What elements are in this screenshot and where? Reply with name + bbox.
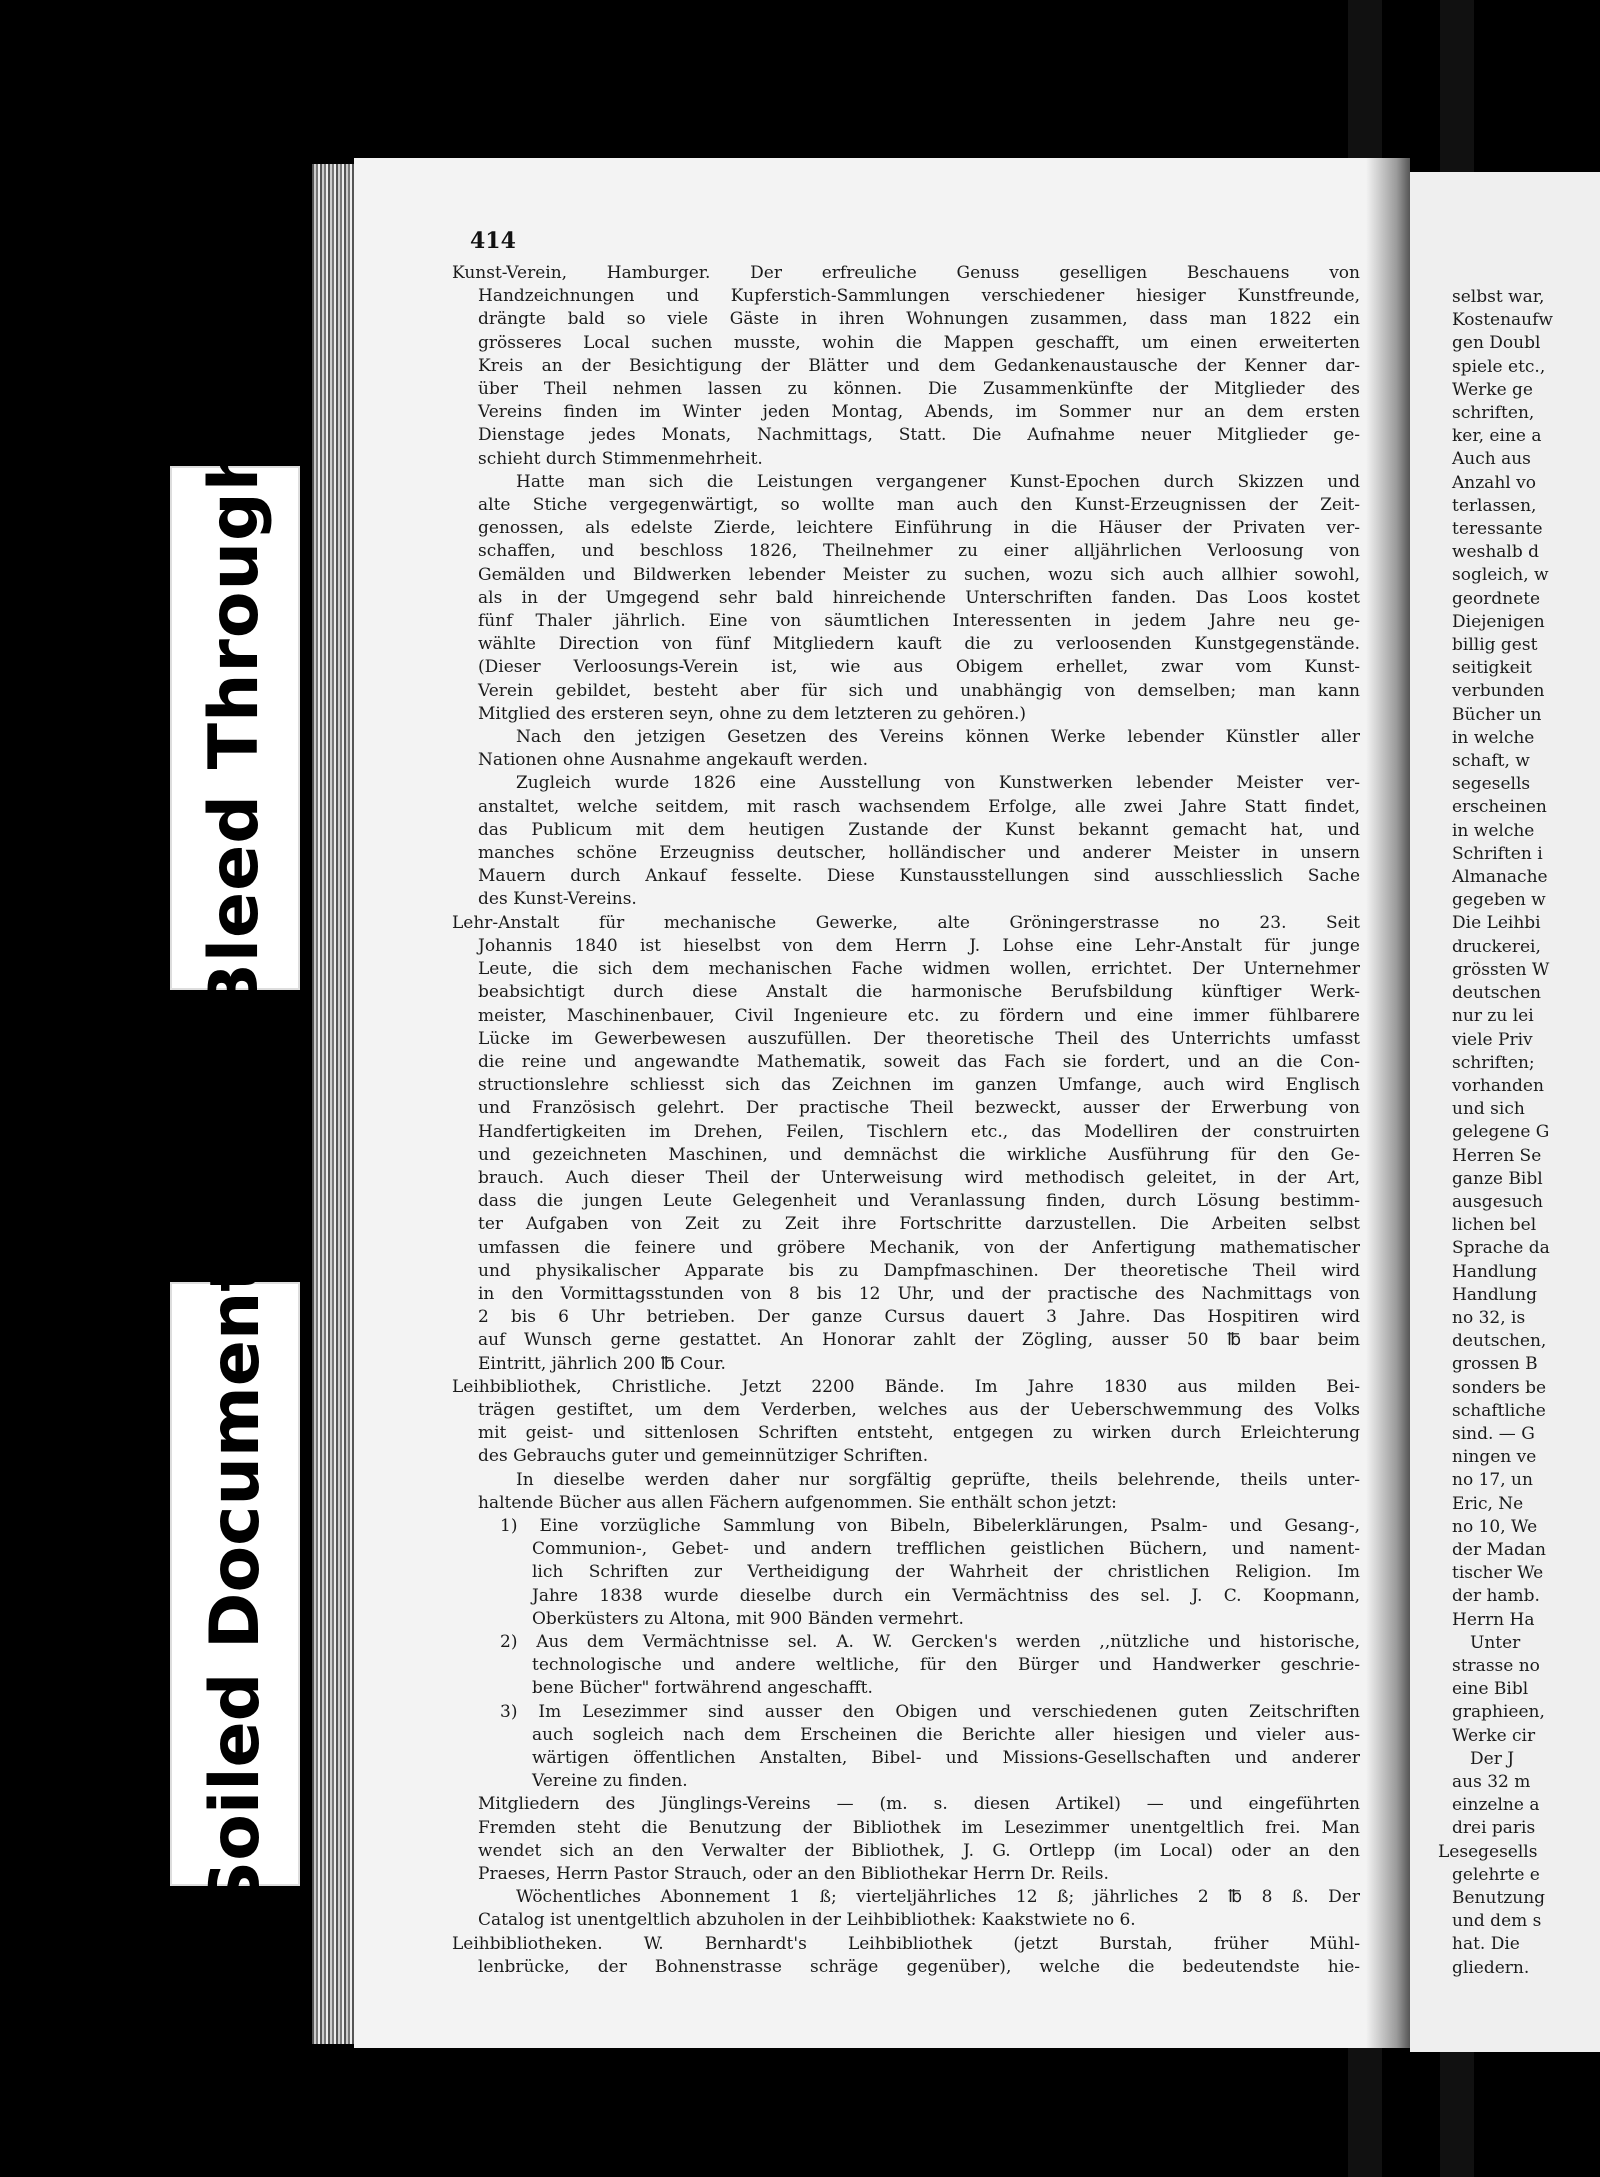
right-text-line: der hamb. <box>1452 1586 1540 1607</box>
dark-band <box>1348 2046 1382 2177</box>
right-text-line: Almanache <box>1452 867 1548 888</box>
right-text-line: Diejenigen <box>1452 611 1545 632</box>
right-text-line: nur zu lei <box>1452 1006 1534 1027</box>
text-line: 3) Im Lesezimmer sind ausser den Obigen und verschiedenen guten Zeitschriften <box>500 1701 1360 1722</box>
right-text-line: Eric, Ne <box>1452 1493 1524 1514</box>
right-text-line: gelehrte e <box>1452 1864 1540 1885</box>
text-line: Hatte man sich die Leistungen vergangener Kunst-Epochen durch Skizzen und <box>516 471 1360 492</box>
right-page-text-fragment <box>1438 286 1600 1980</box>
right-text-line: sonders be <box>1452 1377 1547 1398</box>
right-text-line: Unter <box>1470 1632 1521 1653</box>
right-text-line: seitigkeit <box>1452 658 1533 679</box>
right-text-line: Anzahl vo <box>1452 472 1536 493</box>
text-line: Lücke im Gewerbewesen auszufüllen. Der theoretische Theil des Unterrichts umfasst <box>478 1028 1360 1049</box>
right-text-line: in welche <box>1452 820 1535 841</box>
text-line: (Dieser Verloosungs-Verein ist, wie aus Obigem erhellet, zwar vom Kunst- <box>478 657 1360 678</box>
text-line: drängte bald so viele Gäste in ihren Wohnungen zusammen, dass man 1822 ein <box>478 309 1360 330</box>
right-text-line: schaftliche <box>1452 1400 1546 1421</box>
text-line: structionslehre schliesst sich das Zeichnen im ganzen Umfange, auch wird Englisch <box>478 1075 1360 1096</box>
right-text-line: strasse no <box>1452 1655 1540 1676</box>
text-line: die reine und angewandte Mathematik, soweit das Fach sie fordert, und an die Con- <box>478 1051 1360 1072</box>
right-text-line: ganze Bibl <box>1452 1168 1543 1189</box>
dark-band <box>1440 0 1474 180</box>
text-line: Jahre 1838 wurde dieselbe durch ein Vermächtniss des sel. J. C. Koopmann, <box>532 1585 1360 1606</box>
text-line: und gezeichneten Maschinen, und demnächst die wirkliche Ausführung für den Ge- <box>478 1144 1360 1165</box>
right-text-line: Herren Se <box>1452 1145 1542 1166</box>
right-text-line: schriften, <box>1452 403 1535 424</box>
text-line: Oberküsters zu Altona, mit 900 Bänden vermehrt. <box>532 1608 964 1629</box>
right-text-line: lichen bel <box>1452 1215 1537 1236</box>
right-text-line: Herrn Ha <box>1452 1609 1535 1630</box>
text-line: des Kunst-Vereins. <box>478 889 637 910</box>
right-text-line: erscheinen <box>1452 797 1547 818</box>
text-line: Handzeichnungen und Kupferstich-Sammlungen verschiedener hiesiger Kunstfreunde, <box>478 286 1360 307</box>
text-line: trägen gestiftet, um dem Verderben, welches aus der Ueberschwemmung des Volks <box>478 1399 1360 1420</box>
right-text-line: segesells <box>1452 774 1531 795</box>
right-text-line: Bücher un <box>1452 704 1542 725</box>
bleed-through-stamp <box>170 441 300 1015</box>
text-line: auch sogleich nach dem Erscheinen die Berichte aller hiesigen und vieler aus- <box>532 1724 1360 1745</box>
text-line: des Gebrauchs guter und gemeinnütziger Schriften. <box>478 1446 929 1467</box>
text-line: Mauern durch Ankauf fesselte. Diese Kunstausstellungen sind ausschliesslich Sache <box>478 866 1360 887</box>
text-line: mit geist- und sittenlosen Schriften entsteht, entgegen zu wirken durch Erleichterung <box>478 1423 1360 1444</box>
soiled-document-stamp <box>170 1258 300 1910</box>
text-line: auf Wunsch gerne gestattet. An Honorar zahlt der Zögling, ausser 50 ℔ baar beim <box>478 1330 1360 1351</box>
right-text-line: Sprache da <box>1452 1238 1550 1259</box>
text-line: umfassen die feinere und gröbere Mechanik, von der Anfertigung mathematischer <box>478 1237 1360 1258</box>
right-text-line: Benutzung <box>1452 1888 1546 1909</box>
right-text-line: weshalb d <box>1452 542 1540 563</box>
right-text-line: teressante <box>1452 519 1543 540</box>
right-text-line: Werke ge <box>1452 379 1533 400</box>
text-line: Dienstage jedes Monats, Nachmittags, Statt. Die Aufnahme neuer Mitglieder ge- <box>478 425 1360 446</box>
right-text-line: Lesegesells <box>1438 1841 1538 1862</box>
text-line: Mitglied des ersteren seyn, ohne zu dem letzteren zu gehören.) <box>478 703 1027 724</box>
text-line: Kreis an der Besichtigung der Blätter und dem Gedankenaustausche der Kenner dar- <box>478 355 1360 376</box>
right-text-line: Handlung <box>1452 1284 1538 1305</box>
dark-band <box>1440 2046 1474 2177</box>
right-text-line: einzelne a <box>1452 1795 1540 1816</box>
text-line: als in der Umgegend sehr bald hinreichende Unterschriften fanden. Das Loos kostet <box>478 587 1360 608</box>
right-text-line: sind. — G <box>1452 1423 1535 1444</box>
text-line: Lehr-Anstalt für mechanische Gewerke, alte Gröningerstrasse no 23. Seit <box>452 912 1360 933</box>
text-line: lich Schriften zur Vertheidigung der Wahrheit der christlichen Religion. Im <box>532 1562 1360 1583</box>
right-text-line: deutschen, <box>1452 1331 1547 1352</box>
text-line: Zugleich wurde 1826 eine Ausstellung von Kunstwerken lebender Meister ver- <box>516 773 1360 794</box>
text-line: Verein gebildet, besteht aber für sich und unabhängig von demselben; man kann <box>478 680 1360 701</box>
text-line: wählte Direction von fünf Mitgliedern kauft die zu verloosenden Kunstgegenstände. <box>478 634 1360 655</box>
text-line: haltende Bücher aus allen Fächern aufgenommen. Sie enthält schon jetzt: <box>478 1492 1117 1513</box>
text-line: technologische und andere weltliche, für den Bürger und Handwerker geschrie- <box>532 1655 1360 1676</box>
right-text-line: Die Leihbi <box>1452 913 1541 934</box>
text-line: schieht durch Stimmenmehrheit. <box>478 448 763 469</box>
right-text-line: druckerei, <box>1452 936 1541 957</box>
right-text-line: und dem s <box>1452 1911 1542 1932</box>
right-text-line: Der J <box>1470 1748 1515 1769</box>
text-line: grösseres Local suchen musste, wohin die Mappen geschafft, um einen erweiterten <box>478 332 1360 353</box>
text-line: Communion-, Gebet- und andern trefflichen geistlichen Büchern, und nament- <box>532 1539 1360 1560</box>
text-line: Handfertigkeiten im Drehen, Feilen, Tischlern etc., das Modelliren der construirten <box>478 1121 1360 1142</box>
right-text-line: Auch aus <box>1452 449 1531 470</box>
text-line: Praeses, Herrn Pastor Strauch, oder an den Bibliothekar Herrn Dr. Reils. <box>478 1864 1109 1885</box>
text-line: fünf Thaler jährlich. Eine von säumtlichen Interessenten in jedem Jahre neu ge- <box>478 611 1360 632</box>
right-text-line: viele Priv <box>1452 1029 1533 1050</box>
text-line: 2 bis 6 Uhr betrieben. Der ganze Cursus dauert 3 Jahre. Das Hospitiren wird <box>478 1307 1360 1328</box>
text-line: wärtigen öffentlichen Anstalten, Bibel- und Missions-Gesellschaften und anderer <box>532 1748 1360 1768</box>
text-line: genossen, als edelste Zierde, leichtere Einführung in die Häuser der Privaten ver- <box>478 518 1360 539</box>
text-line: wendet sich an den Verwalter der Bibliothek, J. G. Ortlepp (im Local) oder an den <box>478 1840 1360 1861</box>
text-line: Leute, die sich dem mechanischen Fache widmen wollen, errichtet. Der Unternehmer <box>478 959 1360 980</box>
right-text-line: Werke cir <box>1452 1725 1536 1746</box>
right-text-line: ningen ve <box>1452 1447 1537 1468</box>
book-spine-edge <box>312 164 360 2044</box>
page-number: 414 <box>470 228 516 254</box>
text-line: brauch. Auch dieser Theil der Unterweisung wird methodisch geleitet, in der Art, <box>478 1167 1360 1188</box>
right-text-line: aus 32 m <box>1452 1772 1531 1792</box>
right-text-line: vorhanden <box>1452 1075 1544 1096</box>
right-text-line: no 32, is <box>1452 1307 1526 1328</box>
text-line: bene Bücher" fortwährend angeschafft. <box>532 1678 873 1699</box>
text-line: das Publicum mit dem heutigen Zustande der Kunst bekannt gemacht hat, und <box>478 819 1360 840</box>
bleed-through-label: Bleed Through <box>195 441 275 1015</box>
text-line: Catalog ist unentgeltlich abzuholen in der Leihbibliothek: Kaakstwiete no 6. <box>478 1910 1136 1931</box>
text-line: lenbrücke, der Bohnenstrasse schräge gegenüber), welche die bedeutendste hie- <box>478 1956 1360 1977</box>
text-line: In dieselbe werden daher nur sorgfältig geprüfte, theils belehrende, theils unter- <box>516 1469 1360 1490</box>
right-text-line: sogleich, w <box>1452 565 1549 586</box>
right-text-line: gen Doubl <box>1452 333 1541 354</box>
right-text-line: Kostenaufw <box>1452 310 1553 331</box>
right-text-line: drei paris <box>1452 1818 1536 1839</box>
text-line: Fremden steht die Benutzung der Bibliothek im Lesezimmer unentgeltlich frei. Man <box>478 1817 1360 1838</box>
main-text-column <box>452 262 1360 1979</box>
right-text-line: billig gest <box>1452 635 1538 656</box>
text-line: Mitgliedern des Jünglings-Vereins — (m. s. diesen Artikel) — und eingeführten <box>478 1794 1360 1815</box>
right-text-line: der Madan <box>1452 1539 1546 1560</box>
right-text-line: schaft, w <box>1452 751 1530 772</box>
right-text-line: und sich <box>1452 1099 1525 1120</box>
text-line: Eintritt, jährlich 200 ℔ Cour. <box>478 1353 726 1374</box>
right-text-line: Schriften i <box>1452 843 1543 864</box>
right-text-line: tischer We <box>1452 1563 1544 1584</box>
right-text-line: eine Bibl <box>1452 1679 1529 1700</box>
right-text-line: selbst war, <box>1452 287 1545 307</box>
right-text-line: grössten W <box>1452 959 1550 980</box>
text-line: und Französisch gelehrt. Der practische Theil bezweckt, ausser der Erwerbung von <box>478 1098 1360 1119</box>
text-line: Vereins finden im Winter jeden Montag, Abends, im Sommer nur an dem ersten <box>478 402 1360 423</box>
text-line: Vereine zu finden. <box>532 1771 688 1792</box>
page-gutter <box>1366 158 1410 2048</box>
right-text-line: spiele etc., <box>1452 356 1546 377</box>
text-line: Wöchentliches Abonnement 1 ß; vierteljährliches 12 ß; jährliches 2 ℔ 8 ß. Der <box>516 1887 1360 1908</box>
text-line: manches schöne Erzeugniss deutscher, holländischer und anderer Meister in unsern <box>478 843 1360 864</box>
text-line: anstaltet, welche seitdem, mit rasch wachsendem Erfolge, alle zwei Jahre Statt findet, <box>478 796 1360 817</box>
text-line: schaffen, und beschloss 1826, Theilnehmer zu einer alljährlichen Verloosung von <box>478 541 1360 562</box>
right-text-line: geordnete <box>1452 588 1541 609</box>
right-text-line: no 17, un <box>1452 1470 1533 1491</box>
right-text-line: grossen B <box>1452 1354 1538 1375</box>
text-line: und physikalischer Apparate bis zu Dampfmaschinen. Der theoretische Theil wird <box>478 1260 1360 1281</box>
text-line: Kunst-Verein, Hamburger. Der erfreuliche Genuss geselligen Beschauens von <box>452 263 1360 283</box>
text-line: Leihbibliotheken. W. Bernhardt's Leihbibliothek (jetzt Burstah, früher Mühl- <box>452 1933 1360 1954</box>
text-line: Johannis 1840 ist hieselbst von dem Herrn J. Lohse eine Lehr-Anstalt für junge <box>478 935 1360 956</box>
text-line: ter Aufgaben von Zeit zu Zeit ihre Fortschritte darzustellen. Die Arbeiten selbst <box>478 1214 1360 1235</box>
right-text-line: graphieen, <box>1452 1702 1545 1723</box>
right-text-line: gelegene G <box>1452 1122 1550 1143</box>
right-text-line: hat. Die <box>1452 1934 1520 1955</box>
text-line: Nationen ohne Ausnahme angekauft werden. <box>478 750 869 771</box>
text-line: Leihbibliothek, Christliche. Jetzt 2200 Bände. Im Jahre 1830 aus milden Bei- <box>452 1376 1360 1397</box>
right-text-line: verbunden <box>1452 681 1545 702</box>
right-text-line: in welche <box>1452 727 1535 748</box>
soiled-document-label: Soiled Document <box>195 1258 275 1910</box>
text-line: 1) Eine vorzügliche Sammlung von Bibeln, Bibelerklärungen, Psalm- und Gesang-, <box>500 1515 1360 1536</box>
text-line: dass die jungen Leute Gelegenheit und Veranlassung finden, durch Lösung bestimm- <box>478 1191 1360 1212</box>
right-text-line: ker, eine a <box>1452 426 1542 447</box>
right-text-line: Handlung <box>1452 1261 1538 1282</box>
right-text-line: terlassen, <box>1452 495 1537 516</box>
text-line: beabsichtigt durch diese Anstalt die harmonische Berufsbildung künftiger Werk- <box>478 982 1360 1003</box>
text-line: Nach den jetzigen Gesetzen des Vereins können Werke lebender Künstler aller <box>516 727 1360 748</box>
text-line: Gemälden und Bildwerken lebender Meister zu suchen, wozu sich auch allhier sowohl, <box>478 564 1360 585</box>
right-text-line: schriften; <box>1452 1052 1535 1073</box>
right-text-line: gliedern. <box>1452 1957 1530 1978</box>
text-line: meister, Maschinenbauer, Civil Ingenieure etc. zu fördern und eine immer fühlbarere <box>478 1005 1360 1026</box>
text-line: in den Vormittagsstunden von 8 bis 12 Uhr, und der practische des Nachmittags von <box>478 1283 1360 1304</box>
right-text-line: deutschen <box>1452 983 1541 1004</box>
right-text-line: no 10, We <box>1452 1516 1538 1537</box>
text-line: 2) Aus dem Vermächtnisse sel. A. W. Gercken's werden ,,nützliche und historische, <box>500 1631 1360 1652</box>
right-text-line: ausgesuch <box>1452 1191 1543 1212</box>
text-line: alte Stiche vergegenwärtigt, so wollte man auch den Kunst-Erzeugnissen der Zeit- <box>478 495 1360 516</box>
right-text-line: gegeben w <box>1452 890 1546 911</box>
text-line: über Theil nehmen lassen zu können. Die Zusammenkünfte der Mitglieder des <box>478 379 1360 400</box>
